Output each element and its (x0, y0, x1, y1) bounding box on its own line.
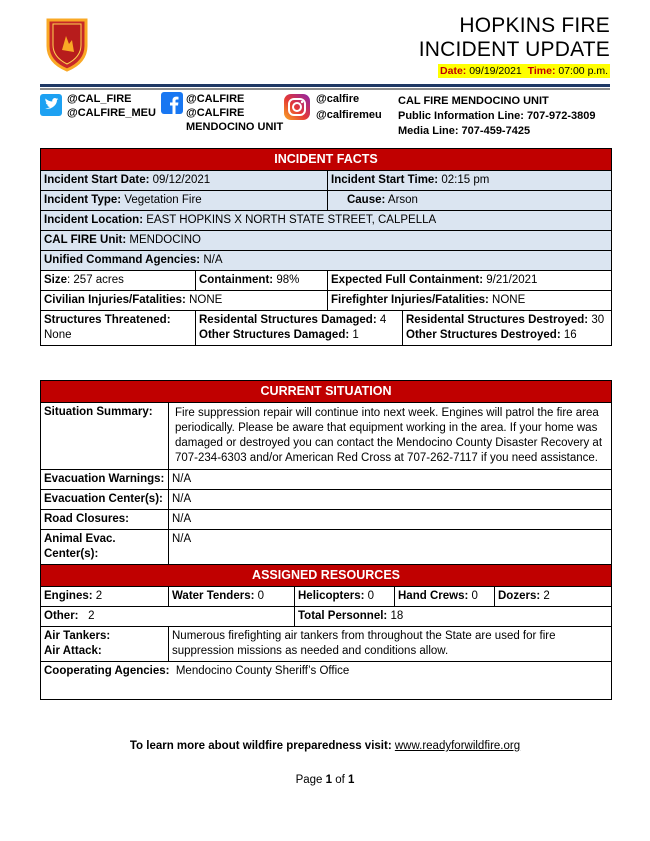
evacuation-warnings-label: Evacuation Warnings: (41, 470, 169, 490)
evacuation-centers: N/A (169, 490, 612, 510)
structures-threatened: Structures Threatened: None (41, 311, 196, 346)
civilian-injuries: Civilian Injuries/Fatalities: NONE (41, 291, 328, 311)
water-tenders: Water Tenders: 0 (169, 587, 295, 607)
assigned-resources-heading: ASSIGNED RESOURCES (41, 565, 612, 587)
animal-evac-centers: N/A (169, 530, 612, 565)
incident-location: Incident Location: EAST HOPKINS X NORTH STATE STREET, CALPELLA (41, 211, 612, 231)
twitter-icon (40, 94, 62, 116)
animal-evac-label: Animal Evac. Center(s): (41, 530, 169, 565)
road-closures: N/A (169, 510, 612, 530)
situation-summary: Fire suppression repair will continue into next week. Engines will patrol the fire area periodically. Please be aware that equipment working in the area. If your home was damaged or destroyed you can contact the Mendocino County Disaster Recovery at 707-234-6303 and/or American Red Cross at 707-262-7117 if you need assistance. (169, 403, 612, 470)
page-number: Page 1 of 1 (295, 774, 355, 786)
title-line-2: INCIDENT UPDATE (418, 38, 610, 61)
structures-destroyed: Residental Structures Destroyed: 30 Other Structures Destroyed: 16 (403, 311, 612, 346)
total-personnel: Total Personnel: 18 (295, 607, 612, 627)
situation-summary-label: Situation Summary: (41, 403, 169, 470)
cal-fire-logo (44, 16, 90, 72)
instagram-icon (284, 94, 310, 120)
incident-cause: Cause: Arson (328, 191, 612, 211)
current-situation-heading: CURRENT SITUATION (41, 381, 612, 403)
cal-fire-unit: CAL FIRE Unit: MENDOCINO (41, 231, 612, 251)
incident-type: Incident Type: Vegetation Fire (41, 191, 328, 211)
title-line-1: HOPKINS FIRE (459, 14, 610, 37)
air-resources-text: Numerous firefighting air tankers from throughout the State are used for fire suppression missions as needed and conditions allow. (169, 627, 612, 662)
header-rule (40, 84, 610, 87)
air-resources-label: Air Tankers: Air Attack: (41, 627, 169, 662)
facebook-handle-1: @CALFIRE (186, 93, 245, 105)
engines: Engines: 2 (41, 587, 169, 607)
instagram-handle-2: @calfiremeu (316, 109, 382, 121)
date-value: 09/19/2021 (469, 65, 522, 77)
dozers: Dozers: 2 (495, 587, 612, 607)
preparedness-line (0, 740, 650, 752)
header-rule-shadow (40, 88, 610, 90)
cooperating-agencies: Cooperating Agencies: Mendocino County Sheriff’s Office (41, 662, 612, 700)
evacuation-warnings: N/A (169, 470, 612, 490)
incident-facts-heading: INCIDENT FACTS (41, 149, 612, 171)
containment: Containment: 98% (196, 271, 328, 291)
media-line: Media Line: 707-459-7425 (398, 125, 531, 137)
hand-crews: Hand Crews: 0 (395, 587, 495, 607)
twitter-handle-2: @CALFIRE_MEU (67, 107, 156, 119)
date-label: Date: (440, 65, 467, 77)
readyforwildfire-link[interactable]: www.readyforwildfire.org (394, 740, 521, 752)
other-resources: Other: 2 (41, 607, 295, 627)
fire-size: Size: 257 acres (41, 271, 196, 291)
facebook-handle-2: @CALFIRE (186, 107, 245, 119)
incident-facts-table (40, 148, 612, 346)
structures-damaged: Residental Structures Damaged: 4 Other Structures Damaged: 1 (196, 311, 403, 346)
preparedness-text: To learn more about wildfire preparedness visit: (129, 740, 392, 752)
time-value: 07:00 p.m. (558, 65, 608, 77)
facebook-icon (161, 92, 183, 114)
date-time-line (438, 64, 610, 78)
time-label: Time: (527, 65, 556, 77)
expected-containment: Expected Full Containment: 9/21/2021 (328, 271, 612, 291)
incident-start-date: Incident Start Date: 09/12/2021 (41, 171, 328, 191)
unit-contact-info (398, 94, 595, 139)
firefighter-injuries: Firefighter Injuries/Fatalities: NONE (328, 291, 612, 311)
public-info-line: Public Information Line: 707-972-3809 (398, 110, 596, 122)
unit-name: CAL FIRE MENDOCINO UNIT (398, 95, 549, 107)
title-block (419, 14, 610, 78)
facebook-handle-3: MENDOCINO UNIT (186, 121, 284, 133)
unified-command: Unified Command Agencies: N/A (41, 251, 612, 271)
road-closures-label: Road Closures: (41, 510, 169, 530)
situation-resources-table (40, 380, 612, 700)
incident-start-time: Incident Start Time: 02:15 pm (328, 171, 612, 191)
twitter-handle-1: @CAL_FIRE (67, 93, 132, 105)
instagram-handle-1: @calfire (316, 93, 360, 105)
helicopters: Helicopters: 0 (295, 587, 395, 607)
evacuation-centers-label: Evacuation Center(s): (41, 490, 169, 510)
